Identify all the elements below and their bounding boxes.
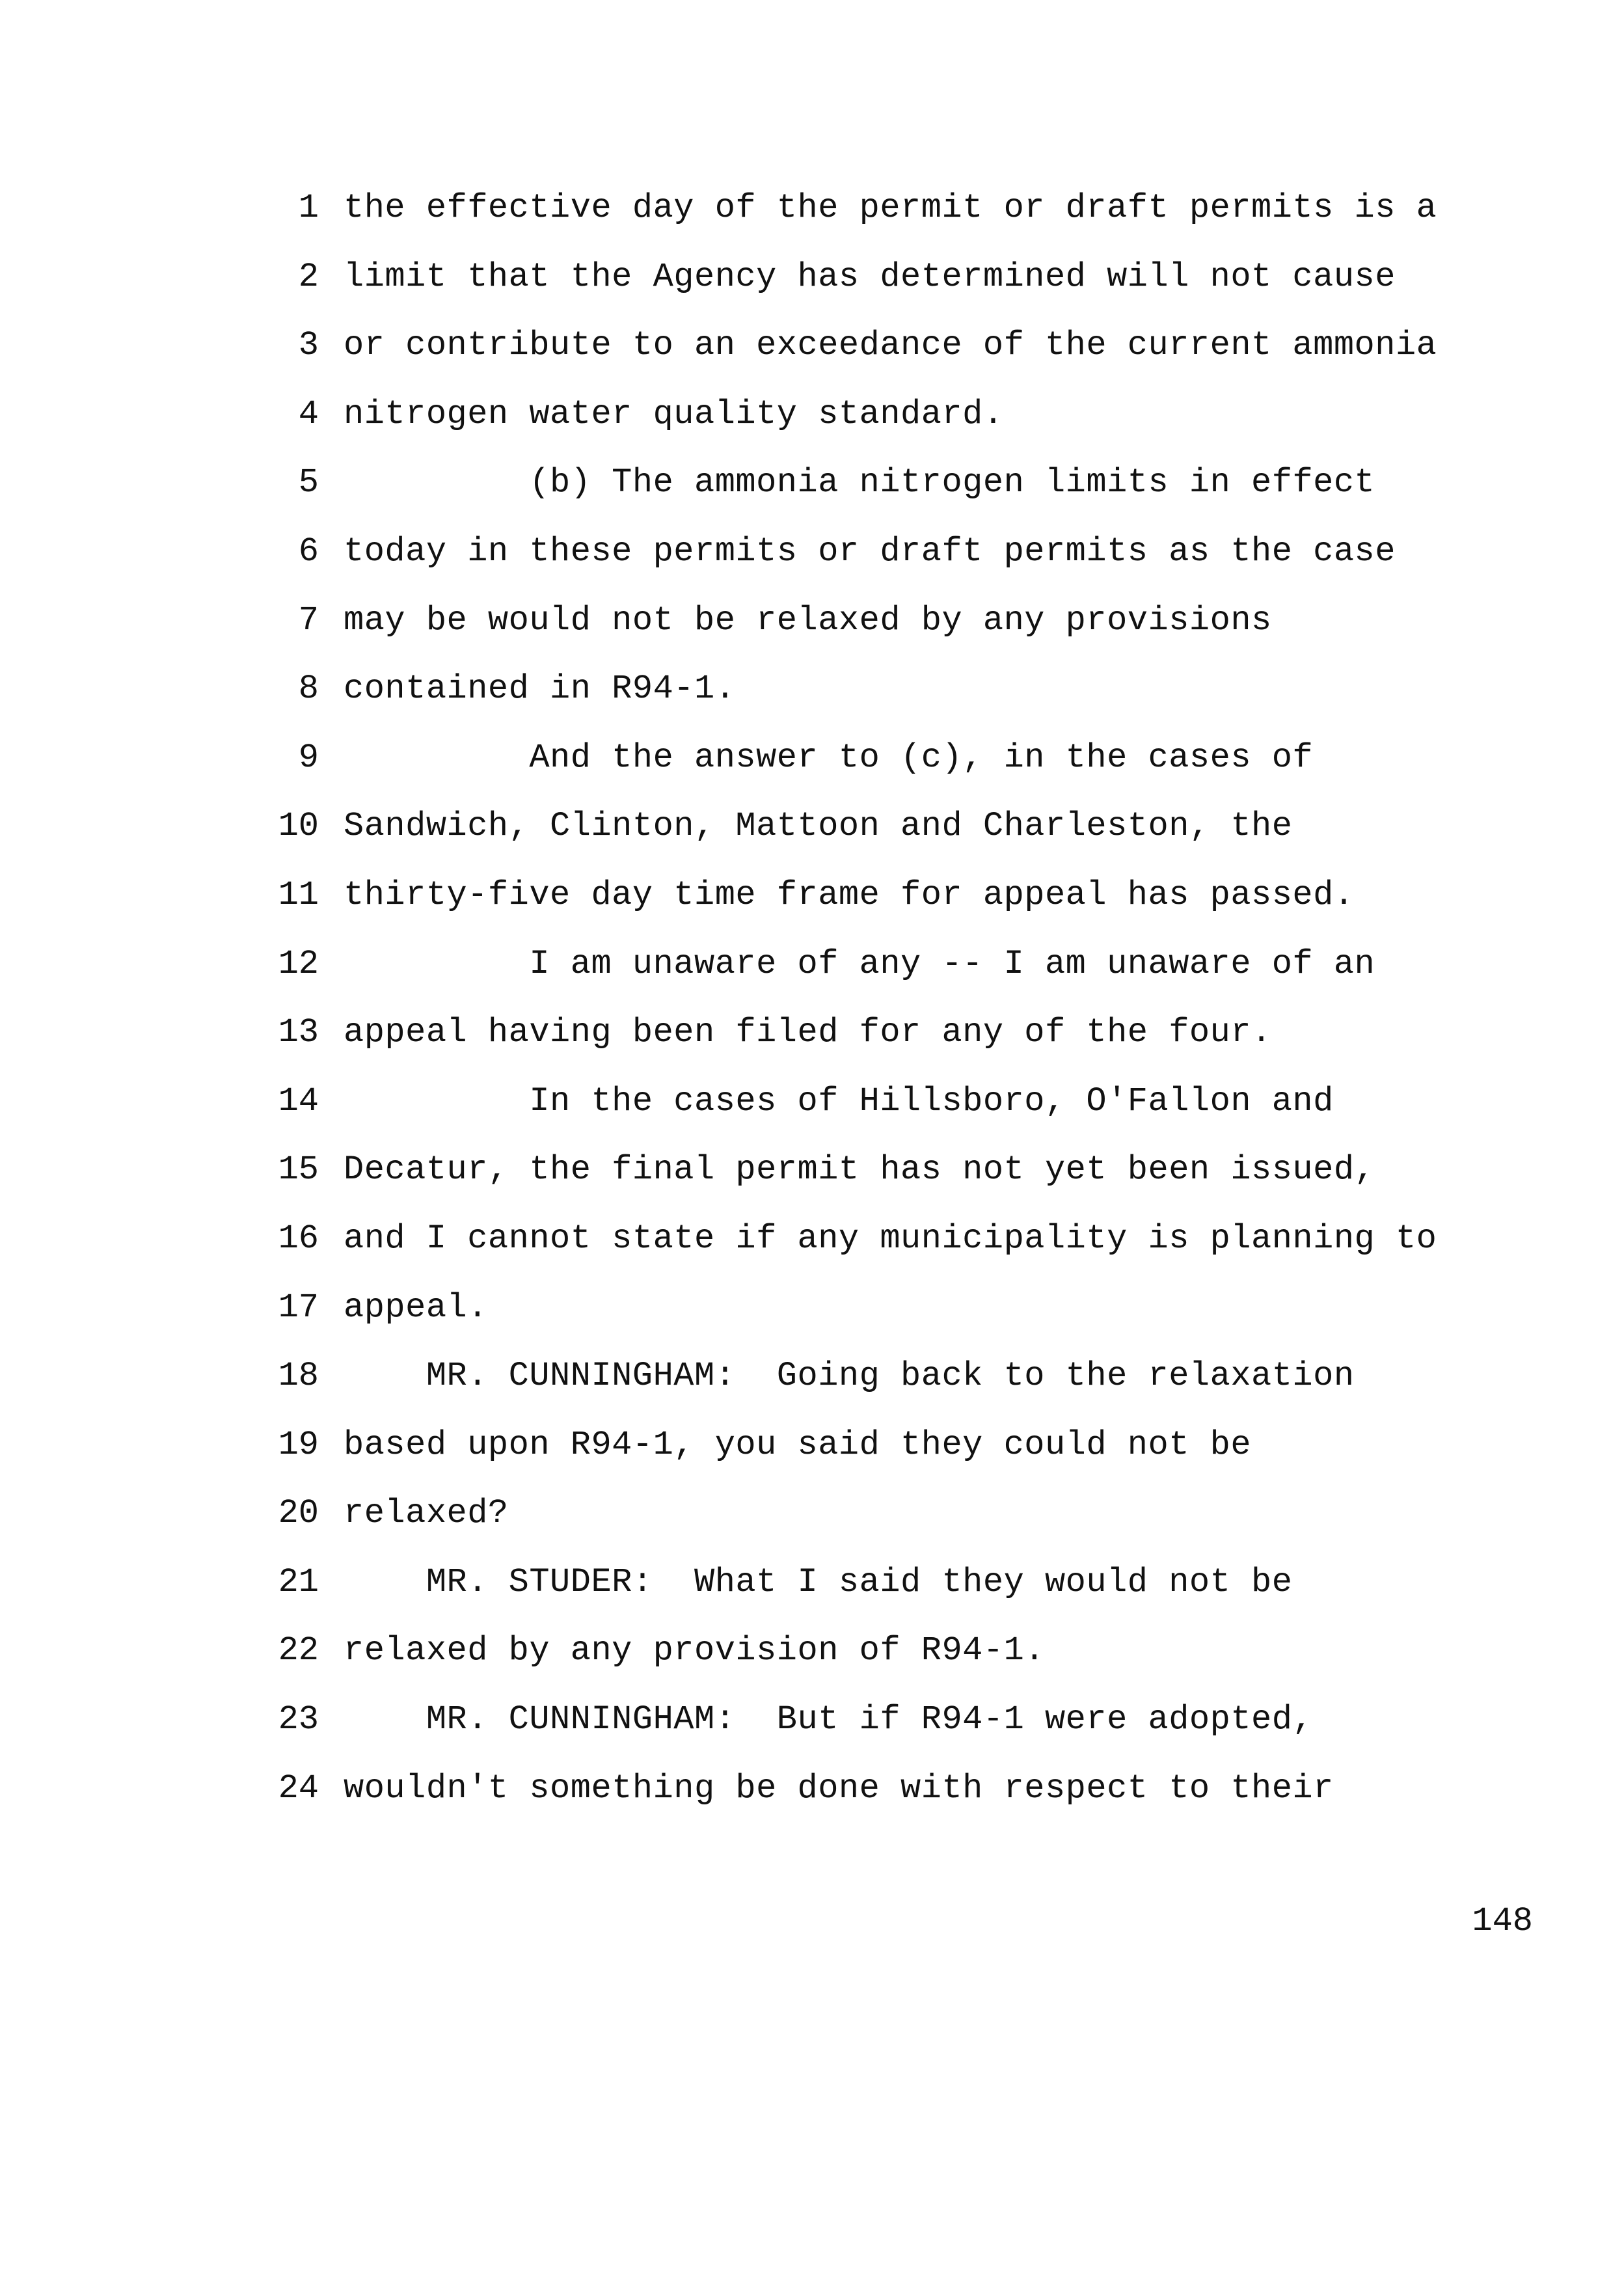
transcript-line [267, 1353, 1581, 1422]
line-text: based upon R94-1, you said they could not be [344, 1425, 1252, 1464]
line-text: appeal. [344, 1288, 488, 1327]
transcript-line [267, 529, 1581, 598]
transcript-line [267, 460, 1581, 529]
line-number: 10 [278, 807, 319, 846]
transcript-line [267, 185, 1581, 254]
line-number: 2 [298, 257, 319, 296]
transcript-line [267, 1285, 1581, 1354]
transcript-line [267, 1560, 1581, 1629]
transcript-line [267, 1422, 1581, 1491]
transcript-line [267, 1766, 1581, 1835]
line-text: MR. CUNNINGHAM: Going back to the relaxation [344, 1357, 1355, 1396]
line-text: or contribute to an exceedance of the current ammonia [344, 326, 1437, 365]
line-text: In the cases of Hillsboro, O'Fallon and [344, 1081, 1334, 1121]
line-number: 9 [298, 738, 319, 777]
transcript-line [267, 1697, 1581, 1766]
transcript-line [267, 254, 1581, 323]
transcript-line [267, 1216, 1581, 1285]
line-number: 4 [298, 394, 319, 433]
line-number: 1 [298, 189, 319, 227]
line-text: and I cannot state if any municipality is planning to [344, 1219, 1437, 1258]
line-text: limit that the Agency has determined will not cause [344, 257, 1396, 296]
line-text: nitrogen water quality standard. [344, 394, 1004, 433]
transcript-line [267, 1628, 1581, 1697]
transcript-line [267, 942, 1581, 1011]
transcript-line [267, 323, 1581, 392]
line-number: 3 [298, 326, 319, 365]
transcript-line [267, 1079, 1581, 1148]
transcript-line [267, 735, 1581, 804]
transcript-line [267, 1010, 1581, 1079]
line-text: wouldn't something be done with respect to their [344, 1769, 1334, 1808]
transcript-line [267, 1147, 1581, 1216]
line-number: 8 [298, 670, 319, 709]
line-text: contained in R94-1. [344, 670, 736, 709]
line-text: Sandwich, Clinton, Mattoon and Charleston, the [344, 807, 1293, 846]
line-text: relaxed? [344, 1494, 509, 1533]
transcript-line [267, 598, 1581, 667]
line-number: 12 [278, 944, 319, 983]
line-text: MR. CUNNINGHAM: But if R94-1 were adopted, [344, 1700, 1314, 1739]
line-number: 14 [278, 1081, 319, 1121]
line-text: MR. STUDER: What I said they would not be [344, 1562, 1293, 1601]
transcript-line [267, 804, 1581, 873]
line-text: Decatur, the final permit has not yet been issued, [344, 1150, 1375, 1189]
line-number: 21 [278, 1562, 319, 1601]
line-number: 24 [278, 1769, 319, 1808]
line-text: today in these permits or draft permits as the case [344, 532, 1396, 571]
line-number: 13 [278, 1013, 319, 1052]
transcript-line [267, 666, 1581, 735]
line-number: 22 [278, 1631, 319, 1670]
transcript-line [267, 392, 1581, 461]
line-text: thirty-five day time frame for appeal has passed. [344, 875, 1355, 914]
line-number: 20 [278, 1494, 319, 1533]
transcript-line [267, 873, 1581, 942]
transcript-lines [267, 185, 1581, 1834]
line-number: 23 [278, 1700, 319, 1739]
line-number: 5 [298, 463, 319, 502]
line-text: (b) The ammonia nitrogen limits in effect [344, 463, 1375, 502]
line-number: 11 [278, 875, 319, 914]
line-number: 17 [278, 1288, 319, 1327]
line-number: 18 [278, 1357, 319, 1396]
line-text: the effective day of the permit or draft permits is a [344, 189, 1437, 227]
line-text: appeal having been filed for any of the four. [344, 1013, 1272, 1052]
line-text: relaxed by any provision of R94-1. [344, 1631, 1045, 1670]
line-number: 15 [278, 1150, 319, 1189]
transcript-line [267, 1491, 1581, 1560]
line-text: may be would not be relaxed by any provisions [344, 601, 1272, 640]
line-number: 6 [298, 532, 319, 571]
page-number: 148 [1472, 1902, 1533, 1940]
line-text: And the answer to (c), in the cases of [344, 738, 1314, 777]
line-number: 16 [278, 1219, 319, 1258]
line-number: 7 [298, 601, 319, 640]
line-text: I am unaware of any -- I am unaware of an [344, 944, 1375, 983]
line-number: 19 [278, 1425, 319, 1464]
